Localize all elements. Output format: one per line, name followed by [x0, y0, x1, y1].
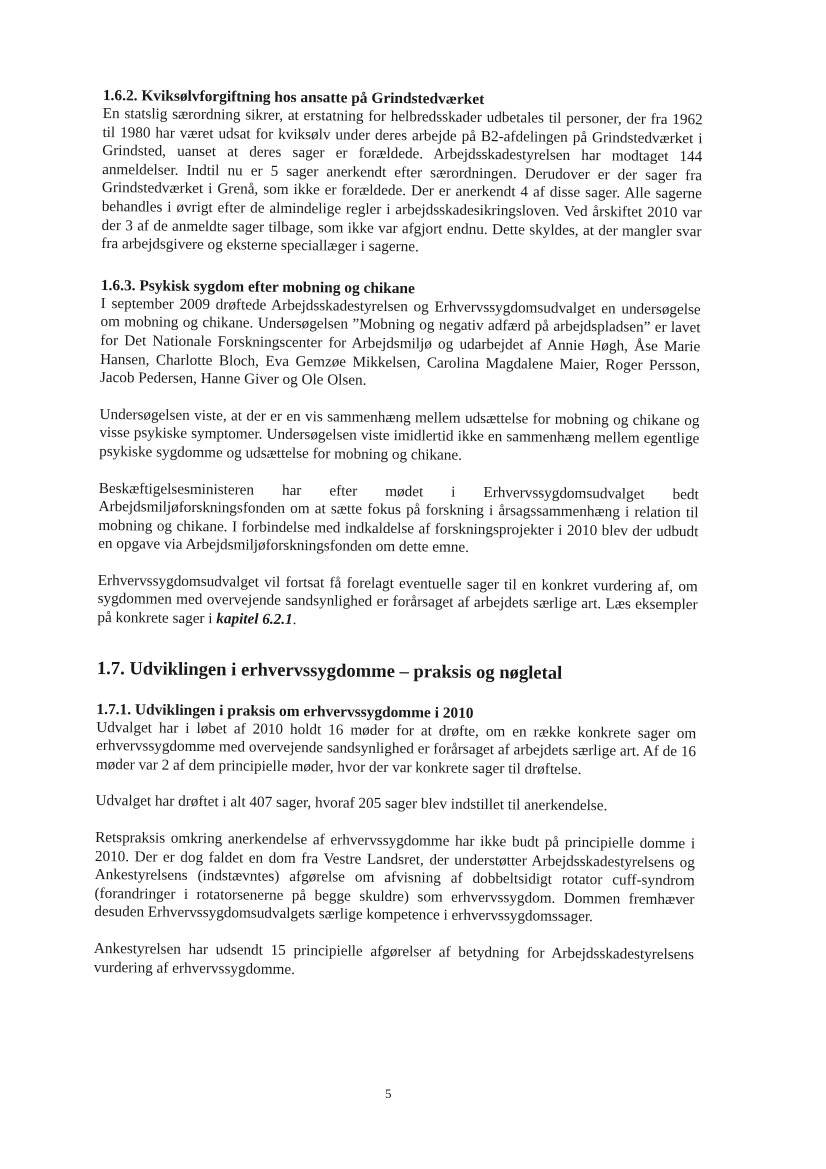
page-number: 5 — [385, 1086, 392, 1101]
chapter-reference: kapitel 6.2.1 — [216, 610, 293, 629]
paragraph — [97, 572, 698, 634]
section-heading-1-6-3: 1.6.3. Psykisk sygdom efter mobning og chikane — [100, 276, 415, 298]
section-heading-1-7: 1.7. Udviklingen i erhvervssygdomme – praksis og nøgletal — [96, 657, 563, 684]
paragraph: En statslig særordning sikrer, at erstatning for helbredsskader udbetales til personer, der fra 1962 til 1980 har været udsat for kviksølv under deres arbejde på B2-afdelingen på Grindstedværket i Grindsted, uanset at deres sager er forældede. Arbejdsskadestyrelsen har modtaget 144 anmeldelser. Indtil nu er 5 sager anerkendt efter særordningen. Derudover er der sager fra Grindstedværket i Grenå, som ikke er forældede. Der er anerkendt 4 af disse sager. Alle sagerne behandles i øvrigt efter de almindelige regler i arbejdsskadesikringsloven. Ved årskiftet 2010 var der 3 af de anmeldte sager tilbage, som ikke var afgjort endnu. Dette skyldes, at der mangler svar fra arbejdsgivere og eksterne speciallæger i sagerne. — [101, 104, 703, 256]
paragraph: Beskæftigelsesministeren har efter mødet i Erhvervssygdomsudvalget bedt Arbejdsmiljøforskningsfonden om at sætte fokus på forskning i årsagssammenhæng i relation til mobning og chikane. I forbindelse med indkaldelse af forskningsprojekter i 2010 blev der udbudt en opgave via Arbejdsmiljøforskningsfonden om dette emne. — [98, 479, 699, 557]
page-content — [94, 86, 703, 983]
paragraph: Udvalget har drøftet i alt 407 sager, hvoraf 205 sager blev indstillet til anerkendelse. — [95, 792, 608, 815]
paragraph: I september 2009 drøftede Arbejdsskadestyrelsen og Erhvervssygdomsudvalget en undersøgelse om mobning og chikane. Undersøgelsen ”Mobning og negativ adfærd på arbejdspladsen” er lavet for Det Nationale Forskningscenter for Arbejdsmiljø og udarbejdet af Annie Høgh, Åse Marie Hansen, Charlotte Bloch, Eva Gemzøe Mikkelsen, Carolina Magdalene Maier, Roger Persson, Jacob Pedersen, Hanne Giver og Ole Olsen. — [99, 294, 701, 389]
section-heading-1-7-1: 1.7.1. Udviklingen i praksis om erhvervssygdomme i 2010 — [96, 700, 474, 722]
paragraph: Ankestyrelsen har udsendt 15 principielle afgørelser af betydning for Arbejdsskadestyrelsens vurdering af erhvervssygdomme. — [93, 939, 695, 978]
paragraph: Retspraksis omkring anerkendelse af erhvervssygdomme har ikke budt på principielle domme i 2010. Der er dog faldet en dom fra Vestre Landsret, der understøtter Arbejdsskadestyrelsens og Ankestyrelsens (indstævntes) afgørelse om afvisning af dobbeltsidigt rotator cuff-syndrom (forandringer i rotatorsenerne på begge skuldre) som erhvervssygdom. Dommen fremhæver desuden Erhvervssygdomsudvalgets særlige kompetence i erhvervssygdomssager. — [94, 828, 696, 926]
paragraph: Udvalget har i løbet af 2010 holdt 16 møder for at drøfte, om en række konkrete sager om erhvervssygdomme med overvejende sandsynlighed er forårsaget af arbejdets særlige art. Af de 16 møder var 2 af dem principielle møder, hvor der var konkrete sager til drøftelse. — [95, 718, 697, 778]
reference-suffix: . — [292, 611, 297, 629]
section-heading-1-6-2: 1.6.2. Kviksølvforgiftning hos ansatte på Grindstedværket — [102, 86, 485, 108]
paragraph: Undersøgelsen viste, at der er en vis sammenhæng mellem udsættelse for mobning og chikane og visse psykiske symptomer. Undersøgelsen viste imidlertid ikke en sammenhæng mellem egentlige psykiske sygdomme og udsættelse for mobning og chikane. — [99, 405, 700, 464]
reference-prefix: Læs eksempler på konkrete sager i — [97, 595, 698, 628]
paragraph-text: Erhvervssygdomsudvalget vil fortsat få forelagt eventuelle sager til en konkret vurdering af, om sygdommen med overvejende sandsynlighed er forårsaget af arbejdets særlige art. — [97, 571, 698, 613]
